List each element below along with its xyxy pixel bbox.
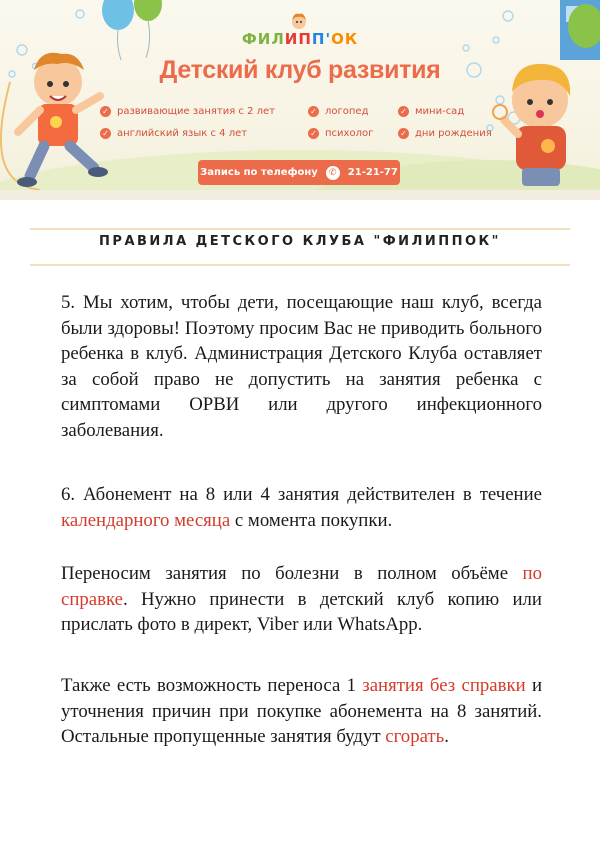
banner-title: Детский клуб развития: [159, 56, 441, 84]
check-icon: ✓: [308, 128, 319, 139]
feature-item: [100, 106, 275, 117]
rule-paragraph-7: [61, 561, 542, 638]
check-icon: ✓: [308, 106, 319, 117]
phone-icon: ✆: [326, 166, 340, 180]
logo-face-icon: [290, 12, 308, 30]
logo-part-3: П': [311, 30, 332, 48]
banner-bottom-strip: [0, 190, 600, 200]
logo-part-2: ИП: [284, 30, 312, 48]
check-icon: ✓: [100, 106, 111, 117]
rule-8-highlight-2: сгорать: [385, 726, 445, 748]
feature-item: [308, 128, 373, 139]
rule-5-text: 5. Мы хотим, чтобы дети, посещающие наш клуб, всегда были здоровы! Поэтому просим Вас не приводить больного ребенка в клуб. Администрация Детского Клуба оставляет за собой право не допустить на занятия ребенка с симптомами ОРВИ или другого инфекционного заболевания.: [61, 292, 542, 441]
header-banner: [0, 0, 600, 200]
rule-6-text: [61, 482, 542, 533]
heading-rule-top: [30, 228, 570, 230]
rule-8-text: [61, 673, 542, 750]
feature-label: развивающие занятия с 2 лет: [117, 106, 275, 117]
rule-7-text: [61, 561, 542, 638]
rule-7-highlight: по справке: [61, 563, 542, 610]
check-icon: ✓: [398, 128, 409, 139]
page-title: ПРАВИЛА ДЕТСКОГО КЛУБА "ФИЛИППОК": [99, 234, 501, 249]
rule-8-after: .: [444, 726, 449, 748]
rule-8-highlight: занятия без справки: [362, 675, 526, 696]
logo-part-1: ФИЛ: [241, 30, 285, 48]
rule-8-middle: и уточнения причин при покупке абонемента на 8 занятий. Остальные пропущенные занятия будут: [61, 675, 542, 748]
check-icon: ✓: [100, 128, 111, 139]
rule-6-after: с момента покупки.: [230, 509, 393, 531]
rule-paragraph-8: [61, 673, 542, 750]
cta-label: Запись по телефону: [200, 167, 318, 178]
logo-part-4: ОК: [331, 30, 359, 48]
rule-7-before: Переносим занятия по болезни в полном объёме: [61, 563, 523, 584]
rule-paragraph-5: [61, 290, 542, 444]
rule-paragraph-6: [61, 482, 542, 533]
feature-item: [398, 128, 492, 139]
rule-7-after: . Нужно принести в детский клуб копию или прислать фото в директ, Viber или WhatsApp.: [61, 588, 542, 636]
feature-label: дни рождения: [415, 128, 492, 139]
club-logo: [0, 30, 600, 48]
rule-6-before: 6. Абонемент на 8 или 4 занятия действителен в течение: [61, 484, 542, 505]
feature-item: [398, 106, 464, 117]
feature-label: логопед: [325, 106, 369, 117]
rule-6-highlight: календарного месяца: [61, 509, 231, 531]
feature-item: [100, 128, 247, 139]
feature-label: психолог: [325, 128, 374, 139]
feature-item: [308, 106, 369, 117]
cta-phone: 21-21-77: [347, 167, 398, 178]
feature-label: английский язык с 4 лет: [117, 128, 248, 139]
feature-label: мини-сад: [415, 106, 465, 117]
check-icon: ✓: [398, 106, 409, 117]
rule-8-before: Также есть возможность переноса 1: [61, 675, 363, 696]
call-to-action-button[interactable]: [198, 160, 400, 185]
heading-rule-bottom: [30, 264, 570, 266]
